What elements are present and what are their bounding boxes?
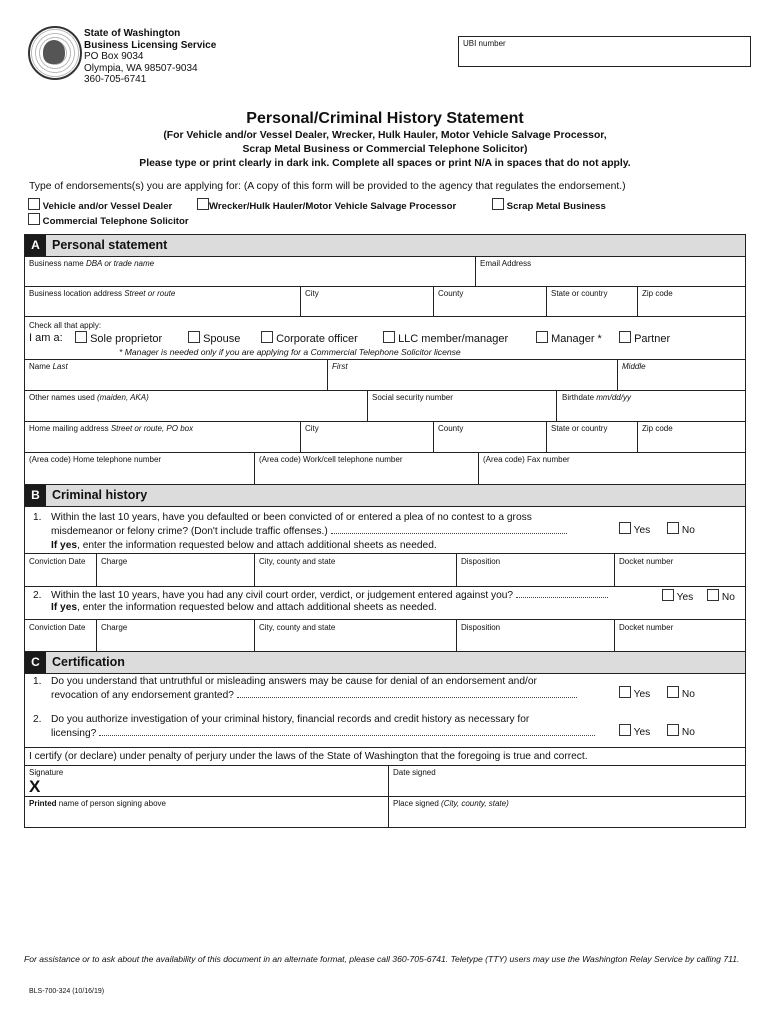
field-label: Other names used <box>29 393 95 402</box>
question-text: licensing? <box>51 728 97 739</box>
divider <box>388 765 389 796</box>
question-number: 2. <box>33 590 42 601</box>
endorsement-label: Wrecker/Hulk Hauler/Motor Vehicle Salvage Processor <box>209 201 457 212</box>
col-conviction-date[interactable]: Conviction Date <box>29 623 86 632</box>
section-b-header <box>25 485 745 506</box>
divider <box>614 619 615 651</box>
divider <box>96 553 97 586</box>
agency-line-1: State of Washington <box>84 28 181 39</box>
email-field[interactable] <box>480 259 531 268</box>
role-option-manager[interactable] <box>536 331 602 345</box>
divider <box>433 286 434 316</box>
checkbox[interactable] <box>667 522 679 534</box>
col-city-county-state[interactable]: City, county and state <box>259 623 336 632</box>
endorsement-label: Commercial Telephone Solicitor <box>42 216 189 227</box>
checkbox[interactable] <box>707 589 719 601</box>
state-seal-icon <box>28 26 82 80</box>
form-number: BLS-700-324 (10/16/19) <box>29 988 105 995</box>
divider <box>546 421 547 452</box>
endorsement-option-wrecker[interactable] <box>197 198 456 212</box>
subtitle-line-3: Please type or print clearly in dark ink. Complete all spaces or print N/A in spaces that do not apply. <box>139 158 631 169</box>
field-hint: Last <box>52 362 68 371</box>
certification-question-2-line-1: Do you authorize investigation of your criminal history, financial records and credit history as necessary for <box>51 714 530 725</box>
field-label: Signature <box>29 768 64 777</box>
business-location-field[interactable] <box>29 289 175 298</box>
checkbox[interactable] <box>28 198 40 210</box>
assistance-note: For assistance or to ask about the availability of this document in an alternate format, please call 360-705-6741. Teletype (TTY) users may use the Washington Relay Service by calling 711. <box>24 954 740 964</box>
divider <box>24 747 746 748</box>
certify-statement: I certify (or declare) under penalty of perjury under the laws of the State of Washington that the foregoing is true and correct. <box>29 751 588 762</box>
no-label: No <box>721 592 735 603</box>
checkbox[interactable] <box>188 331 200 343</box>
home-county-field[interactable]: County <box>438 424 464 433</box>
role-option-sole-proprietor[interactable] <box>75 331 162 345</box>
printed-bold: Printed <box>29 799 57 808</box>
col-conviction-date[interactable]: Conviction Date <box>29 557 86 566</box>
ubi-label: UBI number <box>463 39 506 48</box>
checkbox[interactable] <box>492 198 504 210</box>
signature-x-mark: X <box>29 777 41 796</box>
col-disposition[interactable]: Disposition <box>461 557 501 566</box>
divider <box>556 390 557 421</box>
divider <box>433 421 434 452</box>
yes-label: Yes <box>676 592 694 603</box>
field-label: Email Address <box>480 259 532 268</box>
certification-q1-yes[interactable] <box>619 686 650 700</box>
fax-field[interactable]: (Area code) Fax number <box>483 455 570 464</box>
col-disposition[interactable]: Disposition <box>461 623 501 632</box>
agency-line-2: Business Licensing Service <box>84 39 217 51</box>
place-signed-field[interactable] <box>393 799 509 808</box>
field-hint: (City, county, state) <box>441 799 509 808</box>
certification-question-2-line-2 <box>51 727 595 741</box>
section-title: Personal statement <box>52 238 168 252</box>
field-label: Business location address <box>29 289 122 298</box>
divider <box>24 256 746 257</box>
no-label: No <box>681 689 695 700</box>
col-docket-number[interactable]: Docket number <box>619 623 674 632</box>
divider <box>617 359 618 390</box>
other-names-field[interactable] <box>29 393 149 402</box>
divider <box>300 286 301 316</box>
divider <box>254 553 255 586</box>
divider <box>637 421 638 452</box>
divider <box>475 256 476 287</box>
col-charge[interactable]: Charge <box>101 557 128 566</box>
manager-note: * Manager is needed only if you are applying for a Commercial Telephone Solicitor license <box>119 347 461 357</box>
field-label: Birthdate <box>562 393 595 402</box>
agency-line-5: 360-705-6741 <box>84 74 147 85</box>
signature-field[interactable] <box>29 768 63 777</box>
name-middle-field[interactable]: Middle <box>622 362 646 371</box>
home-zip-field[interactable]: Zip code <box>642 424 673 433</box>
section-title: Criminal history <box>52 488 148 502</box>
checkbox[interactable] <box>662 589 674 601</box>
if-yes-rest: , enter the information requested below and attach additional sheets as needed. <box>77 602 437 613</box>
agency-address <box>84 28 216 86</box>
work-phone-field[interactable]: (Area code) Work/cell telephone number <box>259 455 403 464</box>
checkbox[interactable] <box>667 686 679 698</box>
role-label: Partner <box>634 333 671 345</box>
col-docket-number[interactable]: Docket number <box>619 557 674 566</box>
divider <box>24 673 746 674</box>
role-option-llc-member[interactable] <box>383 331 508 345</box>
home-state-field[interactable]: State or country <box>551 424 608 433</box>
field-hint: mm/dd/yy <box>596 393 631 402</box>
certification-q2-yes[interactable] <box>619 724 650 738</box>
col-charge[interactable]: Charge <box>101 623 128 632</box>
divider <box>24 506 746 507</box>
printed-rest: name of person signing above <box>56 799 166 808</box>
endorsement-label: Scrap Metal Business <box>506 201 606 212</box>
divider <box>300 421 301 452</box>
home-address-field[interactable] <box>29 424 193 433</box>
divider <box>24 316 746 317</box>
checkbox[interactable] <box>619 522 631 534</box>
divider <box>24 765 746 766</box>
certification-q1-no[interactable] <box>667 686 695 700</box>
iam-label: I am a: <box>29 332 63 344</box>
checkbox[interactable] <box>75 331 87 343</box>
name-first-field[interactable]: First <box>332 362 348 371</box>
endorsement-label: Vehicle and/or Vessel Dealer <box>42 201 173 212</box>
leader-dots <box>516 589 608 598</box>
role-label: Corporate officer <box>276 333 358 345</box>
field-label: Home mailing address <box>29 424 109 433</box>
role-option-corporate-officer[interactable] <box>261 331 358 345</box>
home-phone-field[interactable]: (Area code) Home telephone number <box>29 455 162 464</box>
birthdate-field[interactable] <box>562 393 631 402</box>
checkbox[interactable] <box>619 724 631 736</box>
agency-line-4: Olympia, WA 98507-9034 <box>84 62 198 74</box>
if-yes-note-2 <box>51 601 437 615</box>
field-label: Name <box>29 362 51 371</box>
business-state-field[interactable]: State or country <box>551 289 608 298</box>
divider <box>388 796 389 827</box>
subtitle-line-2: Scrap Metal Business or Commercial Telephone Solicitor) <box>242 144 528 155</box>
if-yes-rest: , enter the information requested below and attach additional sheets as needed. <box>77 540 437 551</box>
name-last-field[interactable] <box>29 362 68 371</box>
endorsement-option-scrap-metal[interactable] <box>492 198 606 212</box>
check-all-label: Check all that apply: <box>29 321 102 330</box>
field-hint: DBA or trade name <box>85 259 155 268</box>
yes-label: Yes <box>633 525 651 536</box>
section-title: Certification <box>52 655 125 669</box>
no-label: No <box>681 727 695 738</box>
certification-question-1-line-1: Do you understand that untruthful or misleading answers may be cause for denial of an endorsement and/or <box>51 676 537 687</box>
field-label: Business name <box>29 259 84 268</box>
yes-label: Yes <box>633 727 651 738</box>
question-text: Within the last 10 years, have you had any civil court order, verdict, or judgement entered against you? <box>51 590 514 601</box>
ssn-field[interactable]: Social security number <box>372 393 453 402</box>
certification-question-1-line-2 <box>51 689 577 703</box>
divider <box>24 359 746 360</box>
divider <box>478 452 479 484</box>
field-hint: Street or route, PO box <box>110 424 194 433</box>
divider <box>456 553 457 586</box>
question-text: revocation of any endorsement granted? <box>51 690 234 701</box>
criminal-question-1-line-2 <box>51 525 567 539</box>
checkbox[interactable] <box>383 331 395 343</box>
col-city-county-state[interactable]: City, county and state <box>259 557 336 566</box>
checkbox[interactable] <box>619 331 631 343</box>
checkbox[interactable] <box>667 724 679 736</box>
no-label: No <box>681 525 695 536</box>
divider <box>367 390 368 421</box>
home-city-field[interactable]: City <box>305 424 319 433</box>
criminal-q1-yes[interactable] <box>619 522 650 536</box>
checkbox[interactable] <box>28 213 40 225</box>
role-label: Manager * <box>551 333 602 345</box>
divider <box>24 796 746 797</box>
divider <box>24 586 746 587</box>
question-number: 2. <box>33 714 42 725</box>
criminal-q1-no[interactable] <box>667 522 695 536</box>
question-number: 1. <box>33 676 42 687</box>
role-option-spouse[interactable] <box>188 331 240 345</box>
divider <box>24 619 746 620</box>
section-a-header <box>25 235 745 256</box>
role-label: Spouse <box>203 333 241 345</box>
divider <box>24 390 746 391</box>
criminal-q2-yes[interactable] <box>662 589 693 603</box>
section-letter: A <box>25 235 46 256</box>
page-title: Personal/Criminal History Statement <box>246 110 524 127</box>
endorsement-option-dealer[interactable] <box>28 198 172 212</box>
section-c-header <box>25 652 745 673</box>
leader-dots <box>237 689 577 698</box>
yes-label: Yes <box>633 689 651 700</box>
divider <box>96 619 97 651</box>
role-label: Sole proprietor <box>90 333 163 345</box>
if-yes-bold: If yes <box>51 540 78 551</box>
if-yes-bold: If yes <box>51 602 78 613</box>
criminal-question-1-line-1: Within the last 10 years, have you defaulted or been convicted of or entered a plea of no contest to a gross <box>51 512 532 523</box>
date-signed-field[interactable]: Date signed <box>393 768 436 777</box>
question-number: 1. <box>33 512 42 523</box>
role-label: LLC member/manager <box>398 333 509 345</box>
business-city-field[interactable]: City <box>305 289 319 298</box>
divider <box>637 286 638 316</box>
checkbox[interactable] <box>619 686 631 698</box>
criminal-q2-no[interactable] <box>707 589 735 603</box>
divider <box>546 286 547 316</box>
divider <box>614 553 615 586</box>
divider <box>24 553 746 554</box>
divider <box>254 452 255 484</box>
question-text: misdemeanor or felony crime? (Don't include traffic offenses.) <box>51 526 328 537</box>
checkbox[interactable] <box>536 331 548 343</box>
field-label: Place signed <box>393 799 439 808</box>
section-letter: B <box>25 485 46 506</box>
role-option-partner[interactable] <box>619 331 670 345</box>
checkbox[interactable] <box>197 198 209 210</box>
business-zip-field[interactable]: Zip code <box>642 289 673 298</box>
leader-dots <box>99 727 595 736</box>
if-yes-note-1 <box>51 539 437 553</box>
field-hint: (maiden, AKA) <box>97 393 149 402</box>
agency-line-3: PO Box 9034 <box>84 51 144 62</box>
section-letter: C <box>25 652 46 673</box>
business-county-field[interactable]: County <box>438 289 464 298</box>
subtitle-line-1: (For Vehicle and/or Vessel Dealer, Wrecker, Hulk Hauler, Motor Vehicle Salvage Processor, <box>163 130 607 141</box>
printed-name-field[interactable] <box>29 799 166 808</box>
certification-q2-no[interactable] <box>667 724 695 738</box>
divider <box>456 619 457 651</box>
checkbox[interactable] <box>261 331 273 343</box>
divider <box>254 619 255 651</box>
business-name-field[interactable] <box>29 259 154 268</box>
endorsement-prompt: Type of endorsements(s) you are applying for: (A copy of this form will be provided to the agency that regulates the endorsement.) <box>29 181 626 192</box>
divider <box>24 452 746 453</box>
endorsement-option-telephone-solicitor[interactable] <box>28 213 189 227</box>
divider <box>327 359 328 390</box>
ubi-number-field[interactable] <box>458 36 751 67</box>
field-hint: Street or route <box>124 289 176 298</box>
leader-dots <box>331 525 567 534</box>
